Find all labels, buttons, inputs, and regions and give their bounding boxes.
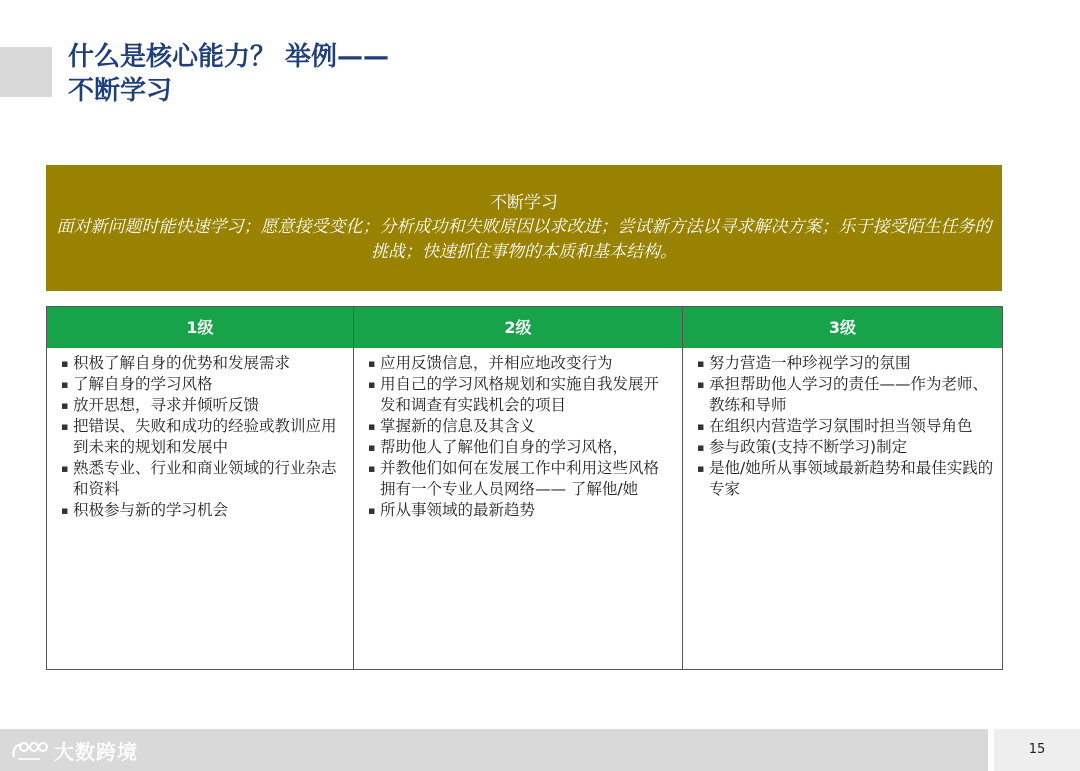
watermark	[10, 734, 138, 766]
watermark-text: 大数跨境	[54, 739, 138, 764]
level-column-1	[47, 307, 354, 669]
list-item: 拥有一个专业人员网络—— 了解他/她	[380, 480, 639, 498]
page-title-line-2: 不断学习	[68, 76, 173, 106]
list-item: ▪ 用自己的学习风格规划和实施自我发展开发和调查有实践机会的项目	[368, 374, 674, 416]
page-title-line-1: 什么是核心能力？ 举例——	[68, 42, 390, 72]
levels-table	[46, 306, 1003, 670]
list-item: ▪ 努力营造一种珍视学习的氛围	[697, 353, 994, 374]
banner-description: 面对新问题时能快速学习；愿意接受变化；分析成功和失败原因以求改进；尝试新方法以寻求解决方案；乐于接受陌生任务的挑战；快速抓住事物的本质和基本结构。	[56, 217, 992, 262]
footer-bar	[0, 729, 988, 771]
list-item: ▪ 帮助他人了解他们自身的学习风格，	[368, 437, 674, 458]
level-body-1	[47, 348, 353, 521]
page-number: 15	[1028, 742, 1046, 757]
level-header-2: 2级	[354, 307, 682, 348]
list-item: ▪ 所从事领域的最新趋势	[368, 500, 674, 521]
level-header-1: 1级	[47, 307, 353, 348]
banner-heading: 不断学习	[490, 193, 558, 213]
list-item: ▪ 积极了解自身的优势和发展需求	[61, 353, 345, 374]
list-item: ▪ 并教他们如何在发展工作中利用这些风格	[368, 458, 674, 479]
list-item: ▪ 了解自身的学习风格	[61, 374, 345, 395]
level-body-3	[683, 348, 1002, 500]
title-accent-block	[0, 47, 52, 97]
page-title	[68, 40, 389, 108]
list-item: ▪ 参与政策(支持不断学习)制定	[697, 437, 994, 458]
level-body-2	[354, 348, 682, 521]
level-column-2	[354, 307, 683, 669]
definition-banner	[46, 165, 1002, 291]
list-item: ▪ 积极参与新的学习机会	[61, 500, 345, 521]
list-item: ▪ 应用反馈信息，并相应地改变行为	[368, 353, 674, 374]
list-item: ▪ 掌握新的信息及其含义	[368, 416, 674, 437]
list-item: ▪ 承担帮助他人学习的责任——作为老师、教练和导师	[697, 374, 994, 416]
level-column-3	[683, 307, 1002, 669]
level-header-3: 3级	[683, 307, 1002, 348]
list-item: ▪ 是他/她所从事领域最新趋势和最佳实践的专家	[697, 458, 994, 500]
list-item: ▪ 在组织内营造学习氛围时担当领导角色	[697, 416, 994, 437]
list-item: ▪ 把错误、失败和成功的经验或教训应用到未来的规划和发展中	[61, 416, 345, 458]
list-item: ▪ 放开思想，寻求并倾听反馈	[61, 395, 345, 416]
watermark-logo-icon	[10, 737, 48, 763]
list-item: ▪ 熟悉专业、行业和商业领域的行业杂志和资料	[61, 458, 345, 500]
